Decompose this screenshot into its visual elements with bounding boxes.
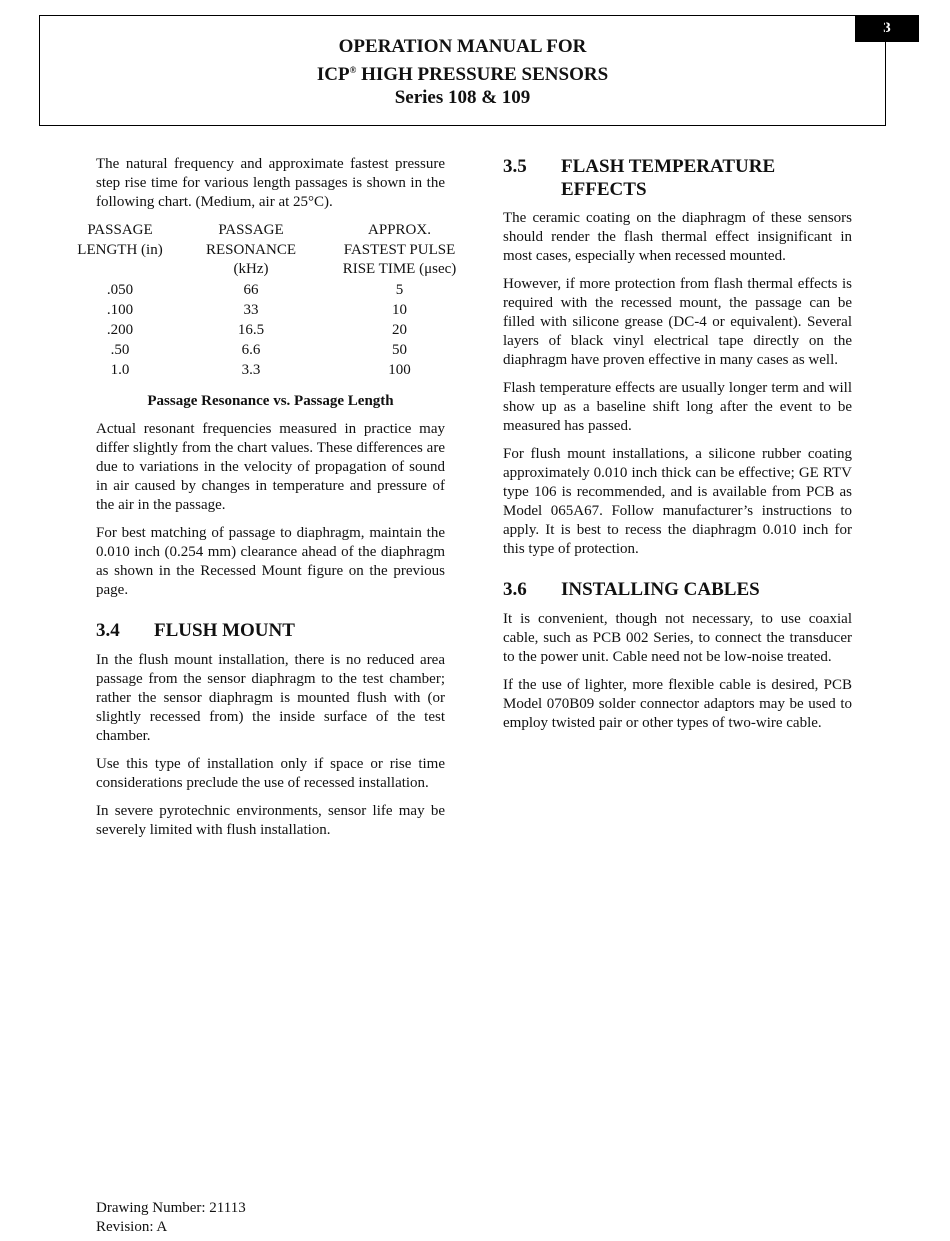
- table-row: [72, 360, 465, 380]
- table-cell: 66: [243, 281, 259, 298]
- header-cell: PASSAGE RESONANCE (kHz): [205, 222, 296, 277]
- table-cell: .200: [106, 321, 134, 338]
- section-title: FLASH TEMPERATURE EFFECTS: [561, 156, 776, 200]
- right-column: [503, 155, 852, 742]
- table-cell: .100: [106, 301, 134, 318]
- table-cell: 50: [392, 341, 407, 358]
- flash-temperature-paragraph: For flush mount installations, a silicone rubber coating approximately 0.010 inch thick can be effective; GE RTV type 106 is recommended, and is available from PCB as Model 065A67. Follow manufacturer’s instructions to apply. It is best to recess the diaphragm 0.010 inch for this type of protection.: [503, 446, 852, 557]
- table-cell: 10: [392, 301, 407, 318]
- header-title-line2: [317, 59, 608, 87]
- table-cell: 20: [392, 321, 407, 338]
- section-heading-flush-mount: [96, 619, 445, 642]
- intro-paragraph: The natural frequency and approximate fastest pressure step rise time for various length passages is shown in the following chart. (Medium, air at 25°C).: [96, 156, 445, 210]
- table-header-row: [72, 221, 465, 280]
- document-footer: [96, 1199, 246, 1237]
- resonance-note-paragraph: Actual resonant frequencies measured in practice may differ slightly from the chart values. These differences are due to variations in the velocity of propagation of sound in air caused by changes in temperature and pressure of the air in the passage.: [96, 420, 445, 513]
- flush-mount-paragraph: In the flush mount installation, there is no reduced area passage from the sensor diaphragm to the test chamber; rather the sensor diaphragm is mounted flush with (or slightly recessed from) the inside surface of the test chamber.: [96, 651, 445, 744]
- section-heading-flash-temperature: [503, 155, 852, 201]
- section-number: 3.6: [503, 579, 527, 600]
- table-cell: 6.6: [241, 341, 261, 358]
- drawing-number: Drawing Number: 21113: [96, 1200, 246, 1216]
- header-brand: ICP: [316, 63, 350, 85]
- flush-mount-paragraph: Use this type of installation only if space or rise time considerations preclude the use of recessed installation.: [96, 755, 445, 791]
- installing-cables-paragraph: If the use of lighter, more flexible cable is desired, PCB Model 070B09 solder connector adaptors may be used to employ twisted pair or other types of two-wire cable.: [503, 677, 852, 731]
- header-product: HIGH PRESSURE SENSORS: [356, 63, 609, 85]
- flush-mount-paragraph: In severe pyrotechnic environments, sensor life may be severely limited with flush installation.: [96, 802, 445, 838]
- table-cell: .50: [110, 341, 130, 358]
- table-cell: .050: [106, 281, 134, 298]
- header-series: Series 108 & 109: [394, 87, 531, 109]
- document-header: [39, 15, 886, 126]
- table-caption: Passage Resonance vs. Passage Length: [147, 392, 394, 409]
- passage-resonance-table: [72, 221, 465, 380]
- section-title: INSTALLING CABLES: [561, 579, 760, 600]
- installing-cables-paragraph: It is convenient, though not necessary, to use coaxial cable, such as PCB 002 Series, to connect the transducer to the power unit. Cable need not be low-noise treated.: [503, 611, 852, 665]
- table-row: [72, 320, 465, 340]
- header-title-line1: OPERATION MANUAL FOR: [338, 36, 587, 58]
- section-number: 3.5: [503, 156, 527, 177]
- table-cell: 1.0: [110, 361, 130, 378]
- registered-mark: ®: [349, 64, 357, 75]
- section-number: 3.4: [96, 619, 120, 641]
- section-heading-installing-cables: [503, 578, 852, 601]
- clearance-paragraph: For best matching of passage to diaphragm, maintain the 0.010 inch (0.254 mm) clearance ahead of the diaphragm as shown in the Recessed Mount figure on the previous page.: [96, 524, 445, 598]
- table-cell: 5: [395, 281, 404, 298]
- table-row: [72, 300, 465, 320]
- flash-temperature-paragraph: Flash temperature effects are usually longer term and will show up as a baseline shift long after the event to be measured has passed.: [503, 380, 852, 434]
- table-cell: 100: [388, 361, 411, 378]
- section-title: FLUSH MOUNT: [154, 619, 295, 641]
- table-row: [72, 280, 465, 300]
- table-row: [72, 340, 465, 360]
- flash-temperature-paragraph: However, if more protection from flash thermal effects is required with the recessed mount, the passage can be filled with silicone grease (DC-4 or equivalent). Several layers of black vinyl electrical tape directly on the diaphragm have proven effective in many cases as well.: [503, 276, 852, 368]
- table-cell: 16.5: [237, 321, 265, 338]
- revision: Revision: A: [96, 1219, 168, 1235]
- flash-temperature-paragraph: The ceramic coating on the diaphragm of these sensors should render the flash thermal effect insignificant in most cases, especially when recessed mounted.: [503, 210, 852, 264]
- header-cell: PASSAGE LENGTH (in): [77, 222, 163, 258]
- page-number: 3: [855, 15, 919, 42]
- table-cell: 3.3: [241, 361, 261, 378]
- left-column: [77, 155, 457, 849]
- header-cell: APPROX. FASTEST PULSE RISE TIME (μsec): [342, 222, 457, 277]
- table-cell: 33: [243, 301, 259, 318]
